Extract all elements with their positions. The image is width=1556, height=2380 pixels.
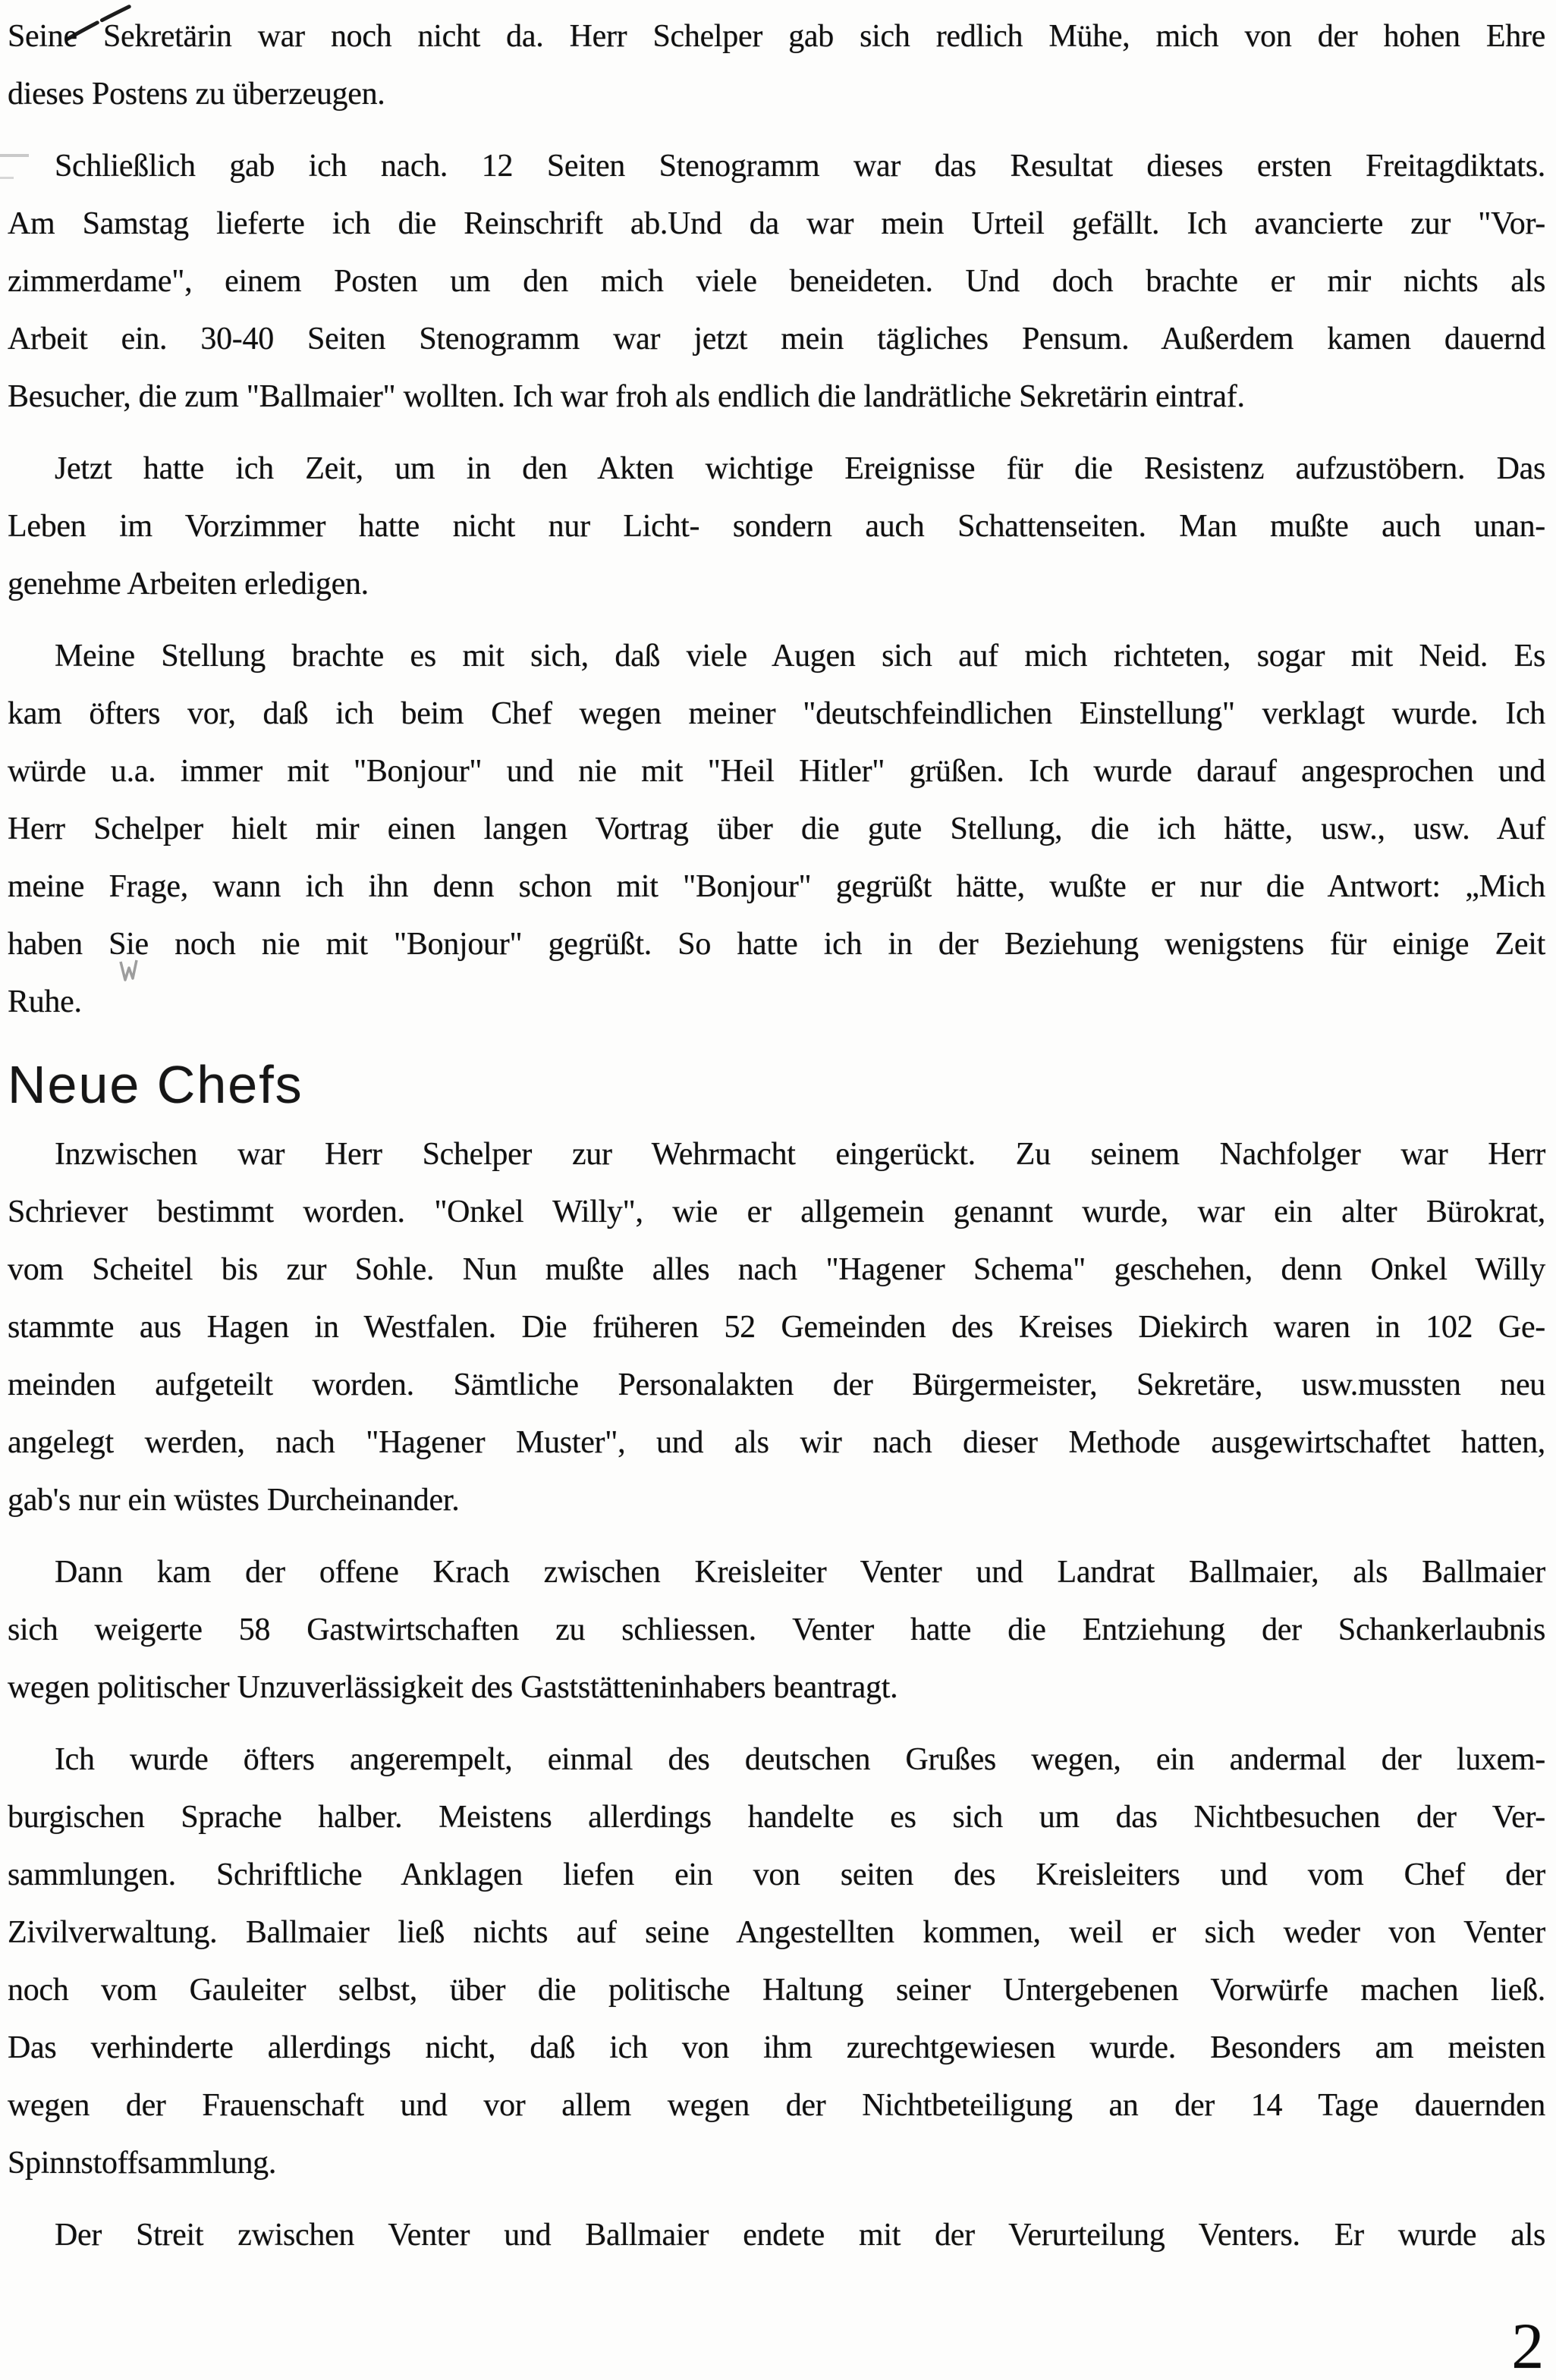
paragraph-line: meinden aufgeteilt worden. Sämtliche Personalakten der Bürgermeister, Sekretäre, usw.mussten neu [8, 1367, 1545, 1402]
paragraph-line: Meine Stellung brachte es mit sich, daß viele Augen sich auf mich richteten, sogar mit Neid. Es [55, 639, 1545, 673]
paragraph-line: Herr Schelper hielt mir einen langen Vortrag über die gute Stellung, die ich hätte, usw., usw. Auf [8, 812, 1545, 846]
paragraph [8, 1731, 1545, 2192]
paragraph-line: burgischen Sprache halber. Meistens allerdings handelte es sich um das Nichtbesuchen der Ver- [8, 1800, 1545, 1835]
paragraph-line: sich weigerte 58 Gastwirtschaften zu schliessen. Venter hatte die Entziehung der Schankerlaubnis [8, 1612, 1545, 1647]
paragraph [8, 8, 1545, 123]
paragraph-line: Spinnstoffsammlung. [8, 2146, 277, 2181]
paragraph-line: Ruhe. [8, 984, 82, 1019]
paragraph [8, 2206, 1545, 2264]
paragraph [8, 137, 1545, 425]
paragraph-line: wegen der Frauenschaft und vor allem wegen der Nichtbeteiligung an der 14 Tage dauernden [8, 2088, 1545, 2123]
paragraph-line: Am Samstag lieferte ich die Reinschrift ab.Und da war mein Urteil gefällt. Ich avancierte zur "Vor- [8, 206, 1545, 241]
paragraph-line: Arbeit ein. 30-40 Seiten Stenogramm war jetzt mein tägliches Pensum. Außerdem kamen dauernd [8, 322, 1545, 356]
paragraph-line: sammlungen. Schriftliche Anklagen liefen ein von seiten des Kreisleiters und vom Chef der [8, 1857, 1545, 1892]
paragraph-line: Dann kam der offene Krach zwischen Kreisleiter Venter und Landrat Ballmaier, als Ballmaier [55, 1555, 1545, 1590]
paragraph-line: stammte aus Hagen in Westfalen. Die früheren 52 Gemeinden des Kreises Diekirch waren in 102 Ge- [8, 1310, 1545, 1345]
page-number: 2 [1511, 2309, 1544, 2380]
paragraph-line: kam öfters vor, daß ich beim Chef wegen meiner "deutschfeindlichen Einstellung" verklagt wurde. Ich [8, 696, 1545, 731]
paragraph-line: zimmerdame", einem Posten um den mich viele beneideten. Und doch brachte er mir nichts als [8, 264, 1545, 299]
document-body [8, 8, 1545, 2264]
paragraph [8, 627, 1545, 1031]
paragraph-line: vom Scheitel bis zur Sohle. Nun mußte alles nach "Hagener Schema" geschehen, denn Onkel Willy [8, 1252, 1545, 1287]
paragraph-line: Leben im Vorzimmer hatte nicht nur Licht- sondern auch Schattenseiten. Man mußte auch unan- [8, 509, 1545, 544]
paragraph-line: dieses Postens zu überzeugen. [8, 77, 385, 111]
paragraph-line: haben Sie noch nie mit "Bonjour" gegrüßt. So hatte ich in der Beziehung wenigstens für einige Zeit [8, 927, 1545, 962]
paragraph-line: Der Streit zwischen Venter und Ballmaier endete mit der Verurteilung Venters. Er wurde als [55, 2218, 1545, 2253]
paragraph-line: würde u.a. immer mit "Bonjour" und nie mit "Heil Hitler" grüßen. Ich wurde darauf angesprochen und [8, 754, 1545, 789]
paragraph-line: Schließlich gab ich nach. 12 Seiten Stenogramm war das Resultat dieses ersten Freitagdiktats. [55, 149, 1545, 184]
paragraph-line: Das verhinderte allerdings nicht, daß ich von ihm zurechtgewiesen wurde. Besonders am meisten [8, 2030, 1545, 2065]
paragraph-line: wegen politischer Unzuverlässigkeit des Gaststätteninhabers beantragt. [8, 1670, 898, 1705]
paragraph-line: Jetzt hatte ich Zeit, um in den Akten wichtige Ereignisse für die Resistenz aufzustöbern. Das [55, 451, 1545, 486]
paragraph-line: meine Frage, wann ich ihn denn schon mit "Bonjour" gegrüßt hätte, wußte er nur die Antwort: „Mich [8, 869, 1545, 904]
paragraph [8, 440, 1545, 613]
paragraph-line: Besucher, die zum "Ballmaier" wollten. Ich war froh als endlich die landrätliche Sekretärin eintraf. [8, 379, 1245, 414]
section-heading: Neue Chefs [8, 1055, 303, 1114]
paragraph-line: gab's nur ein wüstes Durcheinander. [8, 1483, 460, 1518]
paragraph-line: Inzwischen war Herr Schelper zur Wehrmacht eingerückt. Zu seinem Nachfolger war Herr [55, 1137, 1545, 1172]
paragraph-line: Ich wurde öfters angerempelt, einmal des deutschen Grußes wegen, ein andermal der luxem- [55, 1742, 1545, 1777]
paragraph-line: genehme Arbeiten erledigen. [8, 567, 369, 601]
paragraph [8, 1543, 1545, 1716]
paragraph-line: Schriever bestimmt worden. "Onkel Willy", wie er allgemein genannt wurde, war ein alter Bürokrat, [8, 1195, 1545, 1229]
paragraph-line: Seine Sekretärin war noch nicht da. Herr Schelper gab sich redlich Mühe, mich von der hohen Ehre [8, 19, 1545, 54]
paragraph-line: Zivilverwaltung. Ballmaier ließ nichts auf seine Angestellten kommen, weil er sich weder von Venter [8, 1915, 1545, 1950]
paragraph-line: angelegt werden, nach "Hagener Muster", und als wir nach dieser Methode ausgewirtschaftet hatten, [8, 1425, 1545, 1460]
paragraph [8, 1126, 1545, 1529]
paragraph-line: noch vom Gauleiter selbst, über die politische Haltung seiner Untergebenen Vorwürfe machen ließ. [8, 1973, 1545, 2008]
